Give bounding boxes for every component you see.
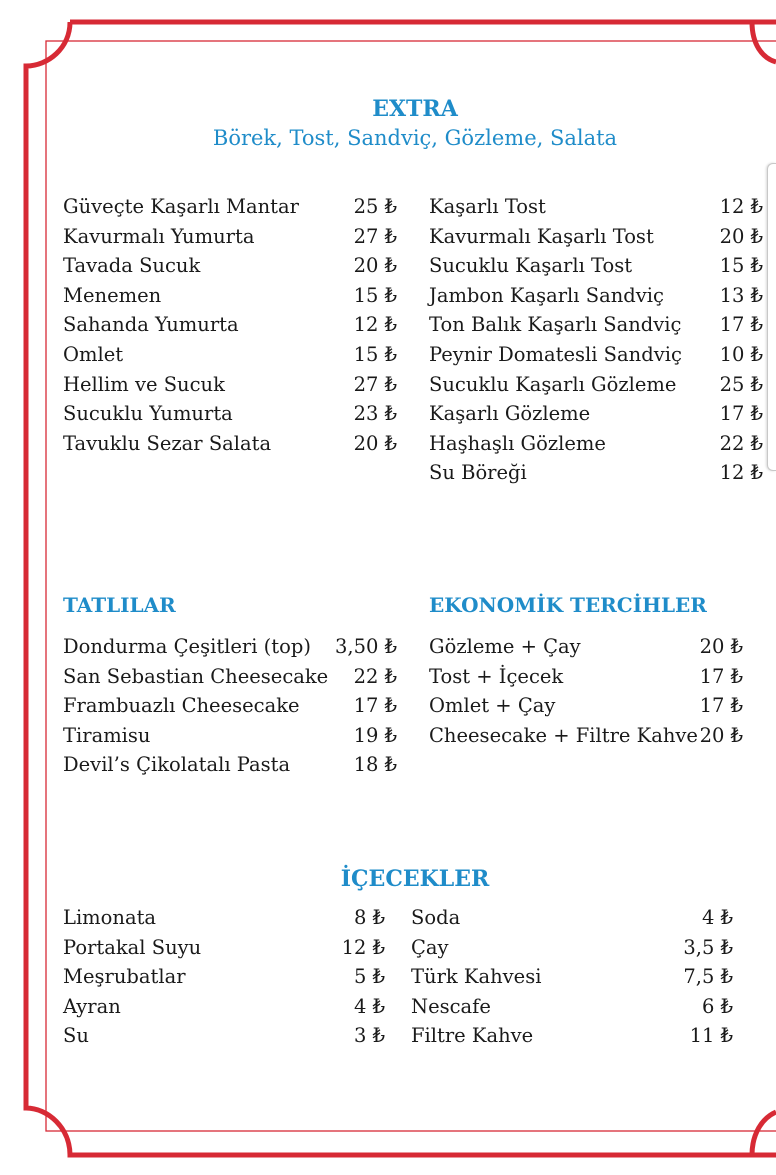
item-price: 12 ₺ bbox=[719, 195, 763, 218]
item-price: 6 ₺ bbox=[701, 994, 733, 1018]
extra-right-column bbox=[429, 192, 763, 488]
item-price: 17 ₺ bbox=[699, 664, 743, 688]
menu-item bbox=[63, 429, 397, 459]
menu-item bbox=[429, 429, 763, 459]
item-price: 18 ₺ bbox=[353, 753, 397, 777]
menu-item bbox=[429, 251, 763, 281]
item-name: Su Böreği bbox=[429, 461, 527, 485]
item-name: Hellim ve Sucuk bbox=[63, 372, 225, 396]
menu-item bbox=[63, 281, 397, 311]
item-price: 23 ₺ bbox=[353, 402, 397, 426]
item-price: 20 ₺ bbox=[353, 254, 397, 278]
item-name: Portakal Suyu bbox=[63, 935, 202, 959]
item-name: San Sebastian Cheesecake bbox=[63, 664, 329, 688]
item-price: 22 ₺ bbox=[719, 431, 763, 455]
menu-item bbox=[429, 399, 763, 429]
item-name: Türk Kahvesi bbox=[411, 965, 542, 989]
item-price: 20 ₺ bbox=[719, 224, 763, 248]
item-price: 17 ₺ bbox=[719, 402, 763, 426]
menu-item bbox=[63, 310, 397, 340]
item-price: 7,5 ₺ bbox=[683, 965, 733, 989]
item-name: Sahanda Yumurta bbox=[63, 313, 239, 337]
item-price: 17 ₺ bbox=[699, 694, 743, 718]
item-name: Jambon Kaşarlı Sandviç bbox=[429, 283, 664, 307]
ekonomik-column bbox=[429, 632, 743, 750]
item-price: 15 ₺ bbox=[353, 342, 397, 366]
menu-item bbox=[429, 370, 763, 400]
item-price: 17 ₺ bbox=[353, 694, 397, 718]
side-scroll-handle[interactable] bbox=[767, 163, 776, 471]
item-name: Haşhaşlı Gözleme bbox=[429, 431, 606, 455]
item-price: 27 ₺ bbox=[353, 372, 397, 396]
item-price: 20 ₺ bbox=[699, 723, 743, 747]
menu-item bbox=[429, 340, 763, 370]
item-price: 5 ₺ bbox=[353, 965, 385, 989]
item-price: 20 ₺ bbox=[353, 431, 397, 455]
item-price: 12 ₺ bbox=[353, 313, 397, 337]
item-price: 27 ₺ bbox=[353, 224, 397, 248]
menu-item bbox=[63, 399, 397, 429]
menu-item bbox=[63, 1021, 385, 1051]
item-name: Ayran bbox=[63, 994, 121, 1018]
item-name: Güveçte Kaşarlı Mantar bbox=[63, 195, 299, 218]
icecekler-title: İÇECEKLER bbox=[340, 866, 490, 892]
item-price: 8 ₺ bbox=[353, 906, 385, 929]
menu-item bbox=[63, 340, 397, 370]
item-price: 17 ₺ bbox=[719, 313, 763, 337]
menu-item bbox=[429, 310, 763, 340]
item-price: 19 ₺ bbox=[353, 723, 397, 747]
menu-item bbox=[411, 962, 733, 992]
menu-item bbox=[429, 458, 763, 488]
item-name: Tiramisu bbox=[63, 723, 151, 747]
menu-item bbox=[63, 691, 397, 721]
tatlilar-title: TATLILAR bbox=[63, 593, 176, 617]
item-name: Omlet bbox=[63, 342, 124, 366]
item-price: 25 ₺ bbox=[719, 372, 763, 396]
item-price: 13 ₺ bbox=[719, 283, 763, 307]
item-name: Su bbox=[63, 1024, 89, 1048]
item-name: Gözleme + Çay bbox=[429, 635, 581, 658]
item-name: Nescafe bbox=[411, 994, 491, 1018]
item-price: 25 ₺ bbox=[353, 195, 397, 218]
icecekler-right-column bbox=[411, 903, 733, 1051]
item-price: 22 ₺ bbox=[353, 664, 397, 688]
ekonomik-title: EKONOMİK TERCİHLER bbox=[429, 593, 707, 617]
item-price: 4 ₺ bbox=[353, 994, 385, 1018]
menu-item bbox=[429, 721, 743, 751]
extra-title: EXTRA bbox=[372, 96, 458, 122]
menu-item bbox=[63, 750, 397, 780]
menu-item bbox=[429, 192, 763, 222]
menu-item bbox=[429, 632, 743, 662]
icecekler-left-column bbox=[63, 903, 385, 1051]
item-name: Kavurmalı Kaşarlı Tost bbox=[429, 224, 654, 248]
item-name: Menemen bbox=[63, 283, 162, 307]
item-price: 11 ₺ bbox=[689, 1024, 733, 1048]
tatlilar-column bbox=[63, 632, 397, 780]
menu-item bbox=[63, 721, 397, 751]
item-price: 3,5 ₺ bbox=[683, 935, 733, 959]
item-name: Çay bbox=[411, 935, 449, 959]
menu-item bbox=[429, 281, 763, 311]
item-name: Ton Balık Kaşarlı Sandviç bbox=[429, 313, 682, 337]
item-name: Tost + İçecek bbox=[429, 664, 564, 688]
item-name: Kavurmalı Yumurta bbox=[63, 224, 255, 248]
item-price: 3 ₺ bbox=[353, 1024, 385, 1048]
menu-item bbox=[429, 662, 743, 692]
menu-item bbox=[63, 992, 385, 1022]
item-price: 4 ₺ bbox=[701, 906, 733, 929]
item-price: 3,50 ₺ bbox=[334, 635, 397, 658]
extra-subtitle: Börek, Tost, Sandviç, Gözleme, Salata bbox=[212, 126, 618, 150]
item-price: 12 ₺ bbox=[341, 935, 385, 959]
menu-item bbox=[63, 370, 397, 400]
extra-left-column bbox=[63, 192, 397, 458]
item-name: Kaşarlı Gözleme bbox=[429, 402, 591, 426]
item-price: 12 ₺ bbox=[719, 461, 763, 485]
menu-item bbox=[411, 992, 733, 1022]
item-price: 15 ₺ bbox=[719, 254, 763, 278]
item-name: Filtre Kahve bbox=[411, 1024, 534, 1048]
menu-item bbox=[411, 1021, 733, 1051]
menu-item bbox=[411, 933, 733, 963]
menu-item bbox=[63, 662, 397, 692]
item-name: Cheesecake + Filtre Kahve bbox=[429, 723, 698, 747]
item-name: Tavada Sucuk bbox=[63, 254, 201, 278]
item-name: Meşrubatlar bbox=[63, 965, 186, 989]
item-name: Omlet + Çay bbox=[429, 694, 556, 718]
menu-item bbox=[63, 251, 397, 281]
item-name: Soda bbox=[411, 906, 461, 929]
item-price: 20 ₺ bbox=[699, 635, 743, 658]
menu-item bbox=[63, 222, 397, 252]
menu-item bbox=[63, 933, 385, 963]
item-name: Peynir Domatesli Sandviç bbox=[429, 342, 682, 366]
menu-item bbox=[429, 691, 743, 721]
item-name: Sucuklu Kaşarlı Tost bbox=[429, 254, 633, 278]
item-name: Devil’s Çikolatalı Pasta bbox=[63, 753, 291, 777]
item-name: Limonata bbox=[63, 906, 157, 929]
menu-item bbox=[63, 632, 397, 662]
menu-item bbox=[63, 962, 385, 992]
item-name: Frambuazlı Cheesecake bbox=[63, 694, 300, 718]
item-name: Tavuklu Sezar Salata bbox=[63, 431, 272, 455]
item-name: Sucuklu Yumurta bbox=[63, 402, 233, 426]
item-name: Dondurma Çeşitleri (top) bbox=[63, 635, 311, 658]
menu-item bbox=[63, 192, 397, 222]
menu-item bbox=[63, 903, 385, 933]
menu-item bbox=[429, 222, 763, 252]
menu-item bbox=[411, 903, 733, 933]
item-price: 10 ₺ bbox=[719, 342, 763, 366]
item-name: Sucuklu Kaşarlı Gözleme bbox=[429, 372, 677, 396]
item-price: 15 ₺ bbox=[353, 283, 397, 307]
item-name: Kaşarlı Tost bbox=[429, 195, 546, 218]
